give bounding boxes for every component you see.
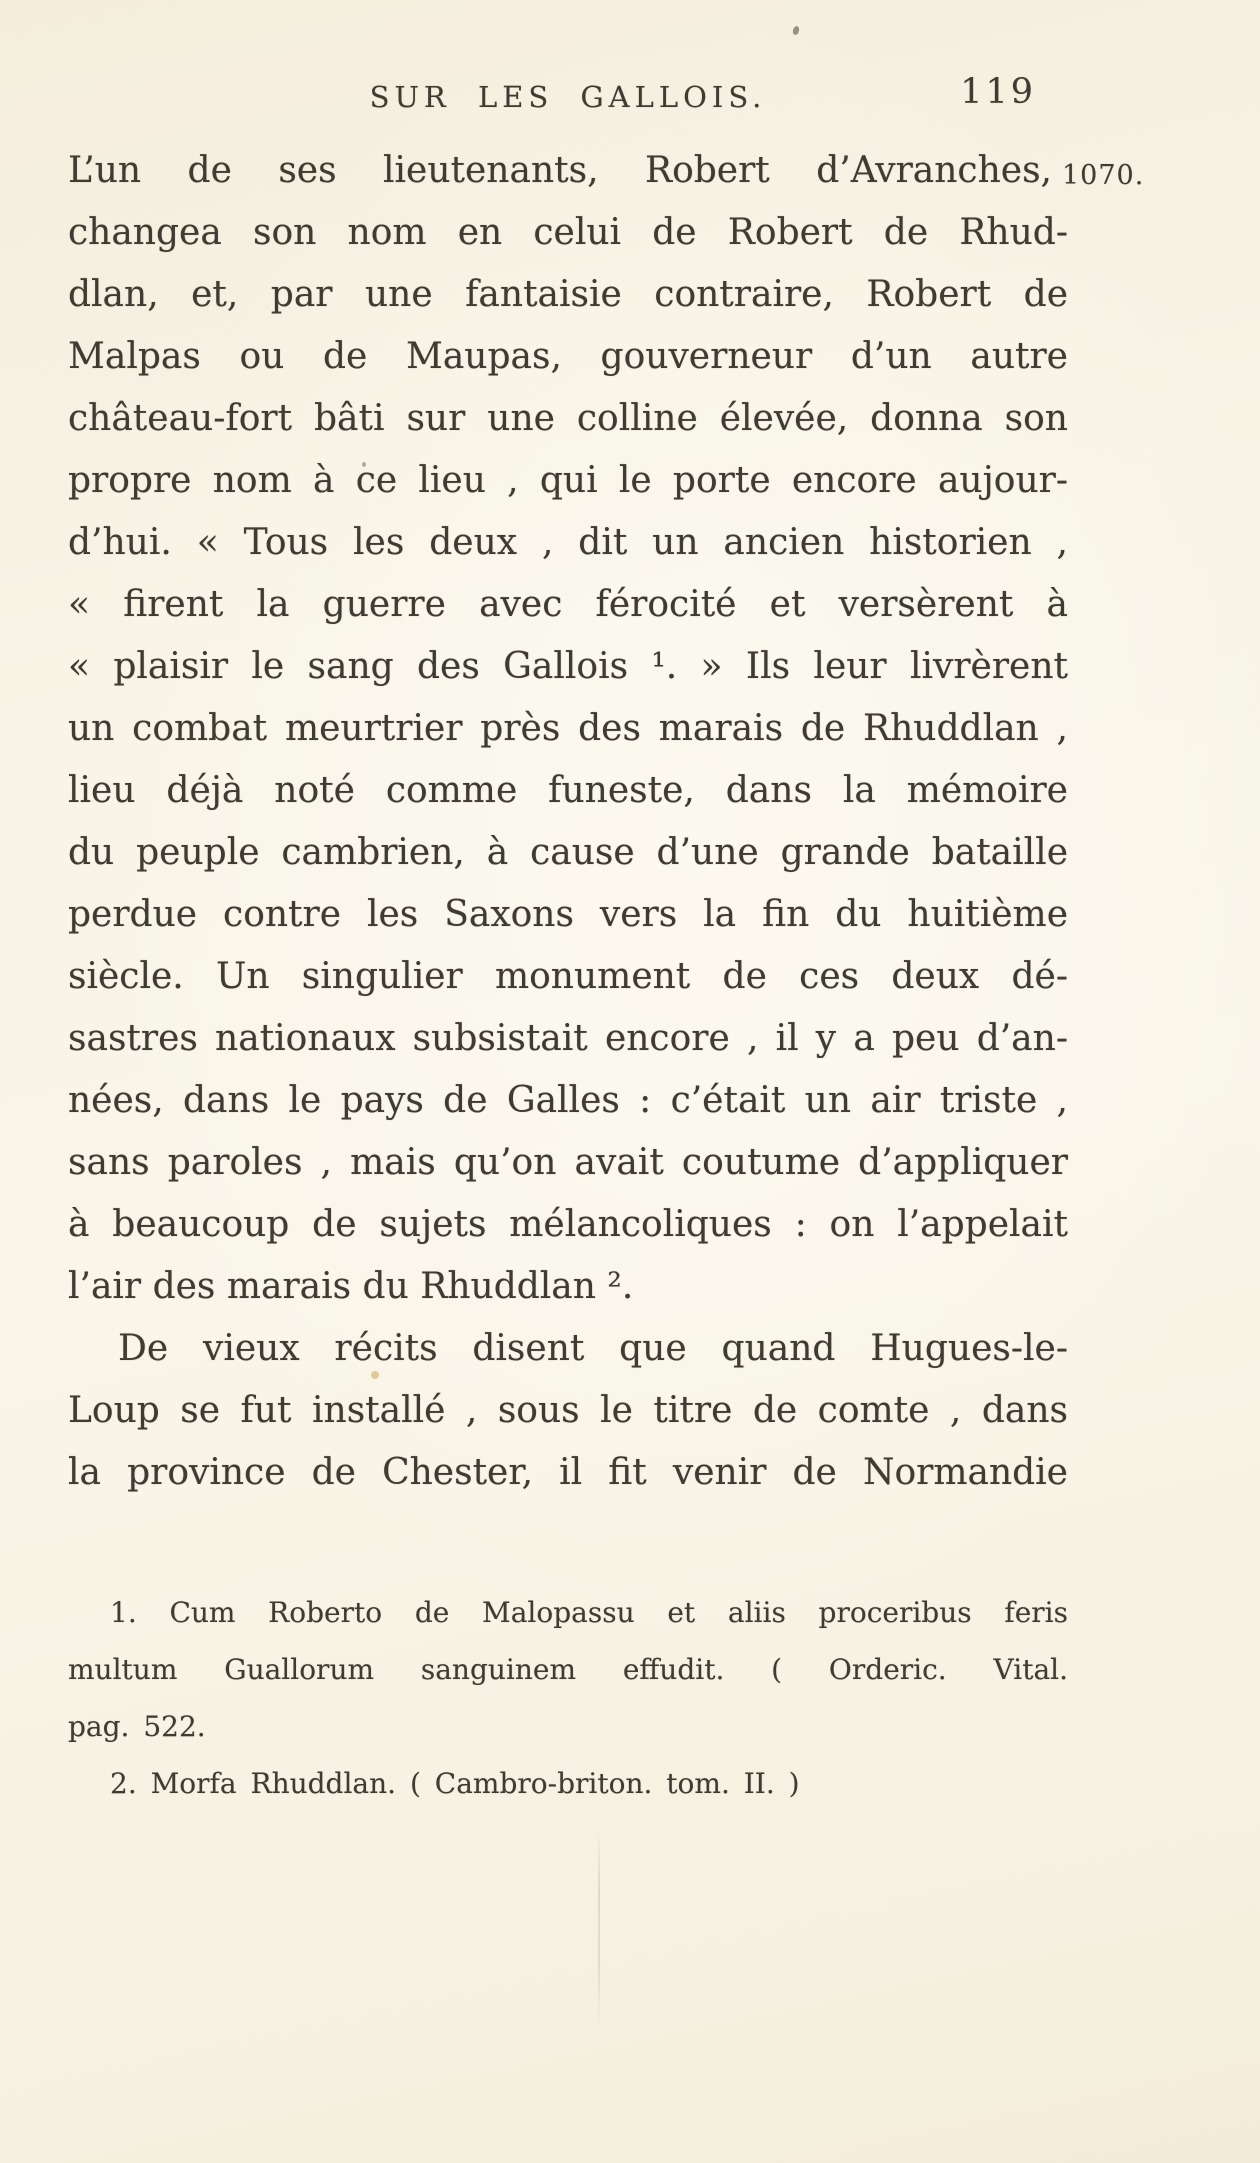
text-line: du peuple cambrien, à cause d’une grande bataille bbox=[68, 832, 1068, 873]
footnotes bbox=[68, 1584, 1068, 1812]
running-title: SUR LES GALLOIS. bbox=[369, 80, 767, 114]
text-line: Loup se fut installé , sous le titre de comte , dans bbox=[68, 1390, 1068, 1431]
text-line: l’air des marais du Rhuddlan ². bbox=[68, 1266, 634, 1307]
text-line: la province de Chester, il fit venir de Normandie bbox=[68, 1452, 1068, 1493]
footnote-line: 1. Cum Roberto de Malopassu et aliis proceribus feris bbox=[110, 1596, 1068, 1629]
page-number: 119 bbox=[960, 72, 1036, 112]
text-line: Malpas ou de Maupas, gouverneur d’un autre bbox=[68, 336, 1068, 377]
text-line: L’un de ses lieutenants, Robert d’Avranches, bbox=[68, 150, 1052, 191]
paper-speck bbox=[362, 462, 366, 467]
page-header bbox=[68, 72, 1068, 132]
text-line: « firent la guerre avec férocité et versèrent à bbox=[68, 584, 1068, 625]
text-line: à beaucoup de sujets mélancoliques : on l’appelait bbox=[68, 1204, 1068, 1245]
text-line: sastres nationaux subsistait encore , il y a peu d’an- bbox=[68, 1018, 1068, 1059]
text-line: château-fort bâti sur une colline élevée, donna son bbox=[68, 398, 1068, 439]
text-line: dlan, et, par une fantaisie contraire, Robert de bbox=[68, 274, 1068, 315]
text-line: siècle. Un singulier monument de ces deux dé- bbox=[68, 956, 1068, 997]
paper-speck bbox=[792, 25, 800, 35]
footnote-line: pag. 522. bbox=[68, 1710, 206, 1743]
text-line: lieu déjà noté comme funeste, dans la mémoire bbox=[68, 770, 1068, 811]
text-line: changea son nom en celui de Robert de Rhud- bbox=[68, 212, 1068, 253]
text-line: un combat meurtrier près des marais de Rhuddlan , bbox=[68, 708, 1068, 749]
text-line: propre nom à ce lieu , qui le porte encore aujour- bbox=[68, 460, 1068, 501]
text-line: « plaisir le sang des Gallois ¹. » Ils leur livrèrent bbox=[68, 646, 1068, 687]
footnote-line: 2. Morfa Rhuddlan. ( Cambro-briton. tom. II. ) bbox=[110, 1767, 800, 1800]
text-line: d’hui. « Tous les deux , dit un ancien historien , bbox=[68, 522, 1068, 563]
footnote-line: multum Guallorum sanguinem effudit. ( Orderic. Vital. bbox=[68, 1653, 1068, 1686]
body-text bbox=[68, 140, 1145, 1504]
text-line: sans paroles , mais qu’on avait coutume d’appliquer bbox=[68, 1142, 1068, 1183]
text-line: perdue contre les Saxons vers la fin du huitième bbox=[68, 894, 1068, 935]
text-line: nées, dans le pays de Galles : c’était un air triste , bbox=[68, 1080, 1068, 1121]
text-line: De vieux récits disent que quand Hugues-le- bbox=[118, 1328, 1068, 1369]
margin-year-note: 1070. bbox=[1062, 160, 1145, 191]
paper-crease bbox=[598, 1828, 600, 2028]
paper-speck bbox=[371, 1371, 379, 1379]
